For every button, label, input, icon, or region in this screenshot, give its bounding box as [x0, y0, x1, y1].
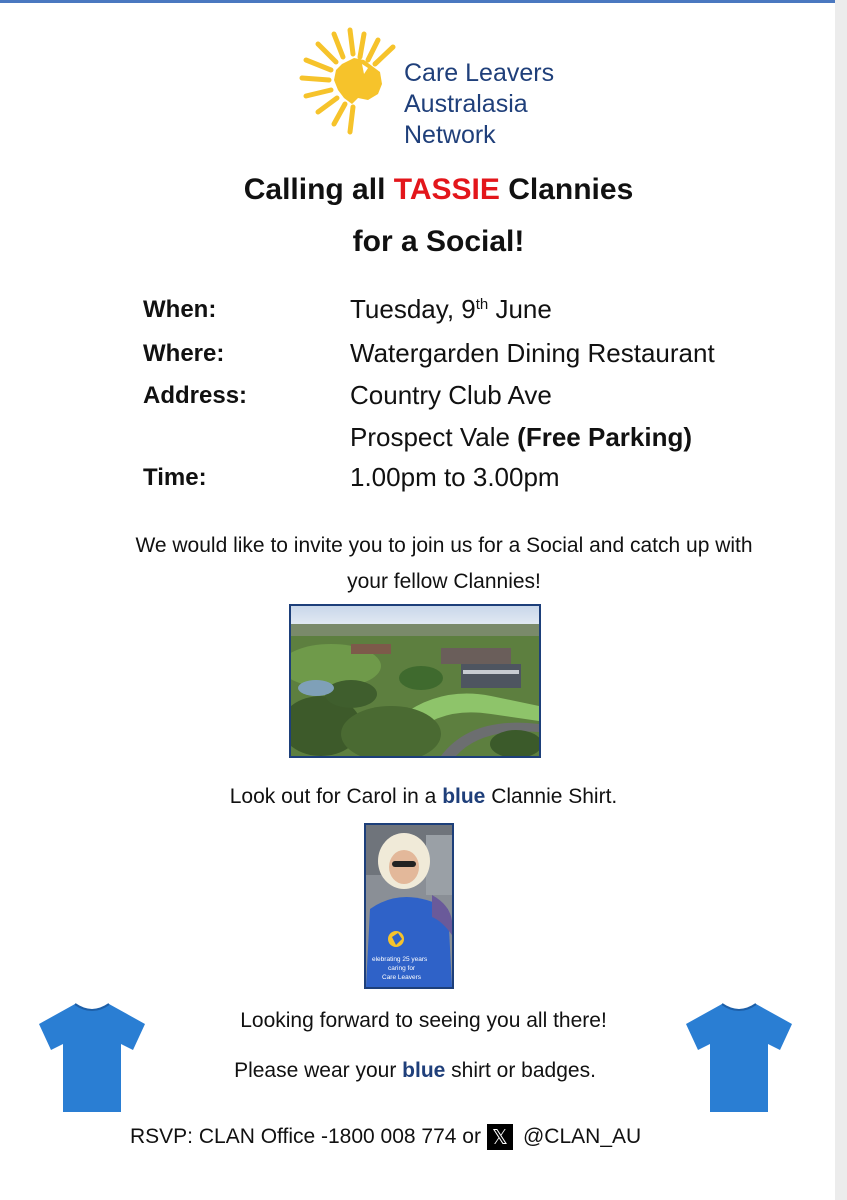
carol-caption-pre: Look out for Carol in a	[229, 785, 443, 808]
logo-line-1: Care Leavers	[404, 59, 555, 87]
when-ordinal: th	[475, 296, 489, 313]
event-title	[0, 164, 847, 268]
wear-pre: Please wear your	[234, 1059, 403, 1082]
top-rule	[0, 0, 847, 3]
address-line-1: Country Club Ave	[350, 380, 552, 410]
where-label: Where:	[143, 340, 225, 367]
invite-text	[40, 528, 847, 600]
wear-shirt-text	[0, 1059, 830, 1083]
when-month: June	[488, 294, 552, 324]
title-line-2: for a Social!	[352, 225, 525, 258]
free-parking-note: (Free Parking)	[517, 422, 692, 452]
title-highlight: TASSIE	[393, 173, 500, 206]
when-label: When:	[143, 296, 217, 323]
x-logo-icon: 𝕏	[487, 1124, 513, 1150]
carol-caption-bold: blue	[442, 785, 486, 808]
carol-caption	[0, 785, 847, 809]
time-value: 1.00pm to 3.00pm	[350, 462, 560, 492]
sun-map-icon	[298, 20, 408, 150]
wear-bold: blue	[402, 1059, 446, 1082]
shirt-text-line-1: elebrating 25 years	[372, 956, 428, 963]
time-label: Time:	[143, 464, 207, 491]
logo-line-2: Australasia	[404, 90, 528, 118]
invite-line-2: your fellow Clannies!	[347, 570, 541, 593]
invite-line-1: We would like to invite you to join us for a Social and catch up with	[135, 534, 753, 557]
carol-photo	[364, 823, 454, 989]
when-value	[350, 294, 552, 325]
address-line-2	[350, 422, 692, 453]
venue-aerial-photo	[289, 604, 541, 758]
wear-post: shirt or badges.	[445, 1059, 596, 1082]
address-label: Address:	[143, 382, 248, 409]
where-value: Watergarden Dining Restaurant	[350, 338, 715, 368]
rsvp-line	[130, 1124, 641, 1150]
address-suburb: Prospect Vale	[350, 422, 518, 452]
looking-forward-text: Looking forward to seeing you all there!	[240, 1009, 607, 1032]
shirt-text-line-3: Care Leavers	[382, 974, 422, 981]
title-post: Clannies	[499, 173, 634, 206]
carol-caption-post: Clannie Shirt.	[485, 785, 618, 808]
title-pre: Calling all	[243, 173, 394, 206]
x-handle: @CLAN_AU	[522, 1125, 642, 1148]
title-line-1	[0, 164, 847, 216]
logo-line-3: Network	[404, 121, 496, 149]
clan-logo	[298, 20, 598, 150]
when-day: Tuesday, 9	[350, 294, 476, 324]
shirt-text-line-2: caring for	[388, 965, 416, 972]
rsvp-text: RSVP: CLAN Office -1800 008 774 or	[130, 1125, 481, 1148]
